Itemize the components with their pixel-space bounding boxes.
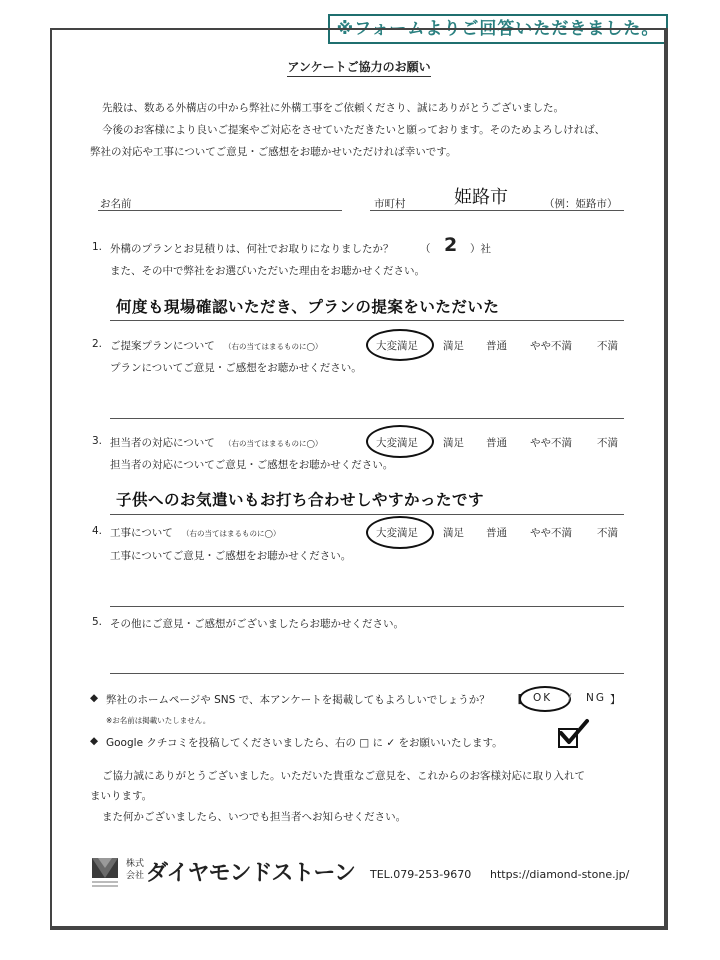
q5-answer-line[interactable] — [110, 673, 624, 674]
q4-note: （右の当てはまるものに◯） — [182, 529, 281, 538]
closing-line-1: ご協力誠にありがとうございました。いただいた貴重なご意見を、これからのお客様対応に取り入れて — [102, 770, 585, 782]
closing-line-3: また何かございましたら、いつでも担当者へお知らせください。 — [102, 811, 407, 823]
q4-answer-line[interactable] — [110, 606, 624, 607]
q2-answer-line[interactable] — [110, 418, 624, 419]
q2-text: ご提案プランについて — [110, 340, 215, 352]
q3-note: （右の当てはまるものに◯） — [224, 439, 323, 448]
publish-ng-option[interactable]: NG — [586, 692, 606, 704]
q4-option-very-satisfied[interactable]: 大変満足 — [376, 527, 418, 539]
q3-option-neutral[interactable]: 普通 — [486, 437, 507, 449]
q1-paren-open: （ — [420, 243, 431, 255]
q2-option-dissatisfied[interactable]: 不満 — [597, 340, 618, 352]
name-label: お名前 — [100, 198, 132, 210]
publish-bracket-close: 】 — [610, 694, 621, 706]
name-field[interactable] — [98, 210, 342, 211]
q1-answer-text: 何度も現場確認いただき、プランの提案をいただいた — [116, 298, 500, 316]
closing-line-2: まいります。 — [90, 790, 153, 802]
q4-text: 工事について — [110, 527, 173, 539]
intro-line-2: 今後のお客様により良いご提案やご対応をさせていただきたいと願っております。そのためよろしければ、 — [102, 124, 606, 136]
q1-number: 1. — [92, 241, 103, 253]
publish-question: 弊社のホームページや SNS で、本アンケートを掲載してもよろしいでしょうか？ — [106, 694, 490, 706]
publish-slash: / — [568, 692, 572, 704]
q2-number: 2. — [92, 338, 103, 350]
questionnaire-sheet — [50, 28, 668, 930]
q4-option-dissatisfied[interactable]: 不満 — [597, 527, 618, 539]
q5-number: 5. — [92, 616, 103, 628]
publish-bracket-open: 【 — [512, 694, 523, 706]
company-logo-icon — [90, 856, 120, 890]
logo-sub-top: 株式 — [126, 859, 145, 869]
q2-option-neutral[interactable]: 普通 — [486, 340, 507, 352]
q2-option-very-satisfied[interactable]: 大変満足 — [376, 340, 418, 352]
q4-option-satisfied[interactable]: 満足 — [443, 527, 464, 539]
q4-subtext: 工事についてご意見・ご感想をお聴かせください。 — [110, 550, 352, 562]
publish-bullet: ◆ — [90, 692, 99, 704]
q2-option-satisfied[interactable]: 満足 — [443, 340, 464, 352]
q4-number: 4. — [92, 525, 103, 537]
footer-tel: TEL.079-253-9670 — [370, 868, 472, 881]
logo-sub-bottom: 会社 — [126, 871, 145, 881]
q2-subtext: プランについてご意見・ご感想をお聴かせください。 — [110, 362, 362, 374]
publish-note: ※お名前は掲載いたしません。 — [106, 716, 211, 725]
intro-line-3: 弊社の対応や工事についてご意見・ご感想をお聴かせいただければ幸いです。 — [90, 146, 457, 158]
footer-url[interactable]: https://diamond-stone.jp/ — [490, 868, 630, 881]
publish-ok-option[interactable]: OK — [533, 692, 553, 704]
q2-note: （右の当てはまるものに◯） — [224, 342, 323, 351]
form-submission-note: ※フォームよりご回答いただきました。 — [328, 14, 668, 44]
q3-answer-line[interactable] — [110, 514, 624, 515]
q3-number: 3. — [92, 435, 103, 447]
q1-answer-line[interactable] — [110, 320, 624, 321]
intro-line-1: 先般は、数ある外構店の中から弊社に外構工事をご依頼くださり、誠にありがとうございました。 — [102, 102, 564, 114]
q3-text: 担当者の対応について — [110, 437, 215, 449]
q1-answer: 2 — [444, 234, 458, 256]
city-value: 姫路市 — [454, 187, 508, 208]
q1-subtext: また、その中で弊社をお選びいただいた理由をお聴かせください。 — [110, 265, 425, 277]
q5-text: その他にご意見・ご感想がございましたらお聴かせください。 — [110, 618, 404, 630]
google-bullet: ◆ — [90, 735, 99, 747]
q2-option-somewhat-dissatisfied[interactable]: やや不満 — [530, 340, 572, 352]
q3-subtext: 担当者の対応についてご意見・ご感想をお聴かせください。 — [110, 459, 394, 471]
q1-paren-close: ）社 — [470, 243, 491, 255]
city-example: （例：姫路市） — [544, 198, 618, 210]
city-field[interactable] — [370, 210, 624, 211]
q1-text: 外構のプランとお見積りは、何社でお取りになりましたか？ — [110, 243, 394, 255]
checkmark-icon — [556, 718, 590, 748]
q3-answer-text: 子供へのお気遣いもお打ち合わせしやすかったです — [116, 491, 485, 509]
q4-option-neutral[interactable]: 普通 — [486, 527, 507, 539]
q4-option-somewhat-dissatisfied[interactable]: やや不満 — [530, 527, 572, 539]
company-name: ダイヤモンドストーン — [146, 861, 355, 886]
q3-option-somewhat-dissatisfied[interactable]: やや不満 — [530, 437, 572, 449]
page-title: アンケートご協力のお願い — [52, 58, 666, 75]
city-label: 市町村 — [374, 198, 406, 210]
q3-option-satisfied[interactable]: 満足 — [443, 437, 464, 449]
q3-option-very-satisfied[interactable]: 大変満足 — [376, 437, 418, 449]
google-review-text: Google クチコミを投稿してくださいましたら、右の □ に ✓ をお願いいたします。 — [106, 737, 503, 749]
q3-option-dissatisfied[interactable]: 不満 — [597, 437, 618, 449]
